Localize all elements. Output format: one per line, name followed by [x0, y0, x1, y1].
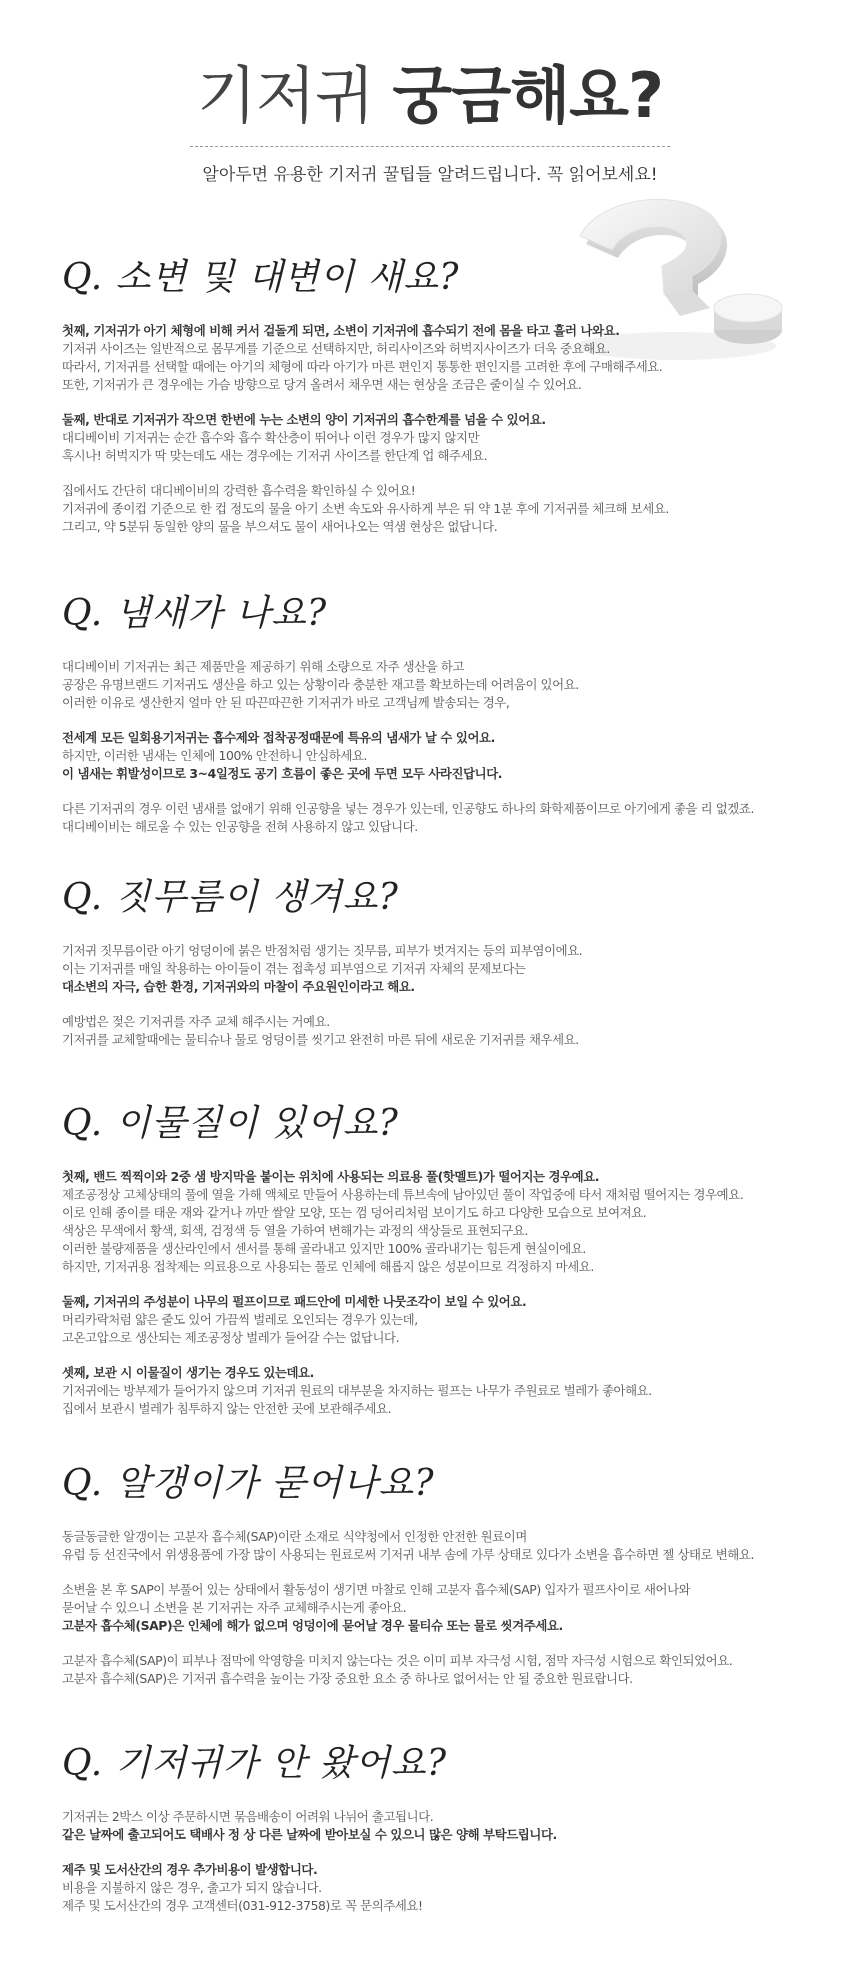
faq-line: 같은 날짜에 출고되어도 택배사 정 상 다른 날짜에 받아보실 수 있으니 많은 양해 부탁드립니다. — [62, 1827, 557, 1842]
faq-line: 기저귀 사이즈는 일반적으로 몸무게를 기준으로 선택하지만, 허리사이즈와 허벅지사이즈가 더욱 중요해요. — [62, 341, 610, 356]
faq-line: 비용을 지불하지 않은 경우, 출고가 되지 않습니다. — [62, 1880, 322, 1895]
faq-line: 기저귀에 종이컵 기준으로 한 컵 정도의 물을 아기 소변 속도와 유사하게 부은 뒤 약 1분 후에 기저귀를 체크해 보세요. — [62, 501, 669, 516]
faq-line: 이는 기저귀를 매일 착용하는 아이들이 겪는 접촉성 피부염으로 기저귀 자체의 문제보다는 — [62, 961, 526, 976]
faq-line: 기저귀에는 방부제가 들어가지 않으며 기저귀 원료의 대부분을 차지하는 펄프는 나무가 주원료로 벌레가 좋아해요. — [62, 1383, 652, 1398]
faq-line: 기저귀를 교체할때에는 물티슈나 물로 엉덩이를 씻기고 완전히 마른 뒤에 새로운 기저귀를 채우세요. — [62, 1032, 579, 1047]
faq-paragraph — [62, 729, 802, 783]
faq-line: 동글동글한 알갱이는 고분자 흡수체(SAP)이란 소재로 식약청에서 인정한 안전한 원료이며 — [62, 1529, 527, 1544]
faq-section-foreign-matter — [62, 1100, 802, 1418]
faq-line: 고분자 흡수체(SAP)은 인체에 해가 없으며 엉덩이에 묻어날 경우 물티슈 또는 물로 씻겨주세요. — [62, 1618, 563, 1633]
faq-section-smell — [62, 590, 802, 836]
faq-paragraph — [62, 942, 802, 996]
faq-line: 소변을 본 후 SAP이 부풀어 있는 상태에서 활동성이 생기면 마찰로 인해 고분자 흡수체(SAP) 입자가 펄프사이로 새어나와 — [62, 1582, 691, 1597]
faq-paragraph — [62, 482, 802, 536]
faq-line: 또한, 기저귀가 큰 경우에는 가슴 방향으로 당겨 올려서 채우면 새는 현상을 조금은 줄이실 수 있어요. — [62, 377, 582, 392]
faq-line: 대디베이비 기저귀는 순간 흡수와 흡수 확산층이 뛰어나 이런 경우가 많지 않지만 — [62, 430, 480, 445]
faq-line: 이러한 불량제품을 생산라인에서 센서를 통해 골라내고 있지만 100% 골라내기는 힘든게 현실이에요. — [62, 1241, 586, 1256]
faq-line: 혹시나! 허벅지가 딱 맞는데도 새는 경우에는 기저귀 사이즈를 한단계 업 해주세요. — [62, 448, 488, 463]
faq-line: 대디베이비 기저귀는 최근 제품만을 제공하기 위해 소량으로 자주 생산을 하고 — [62, 659, 465, 674]
faq-line: 고분자 흡수체(SAP)이 피부나 점막에 악영향을 미치지 않는다는 것은 이미 피부 자극성 시험, 점막 자극성 시험으로 확인되었어요. — [62, 1653, 733, 1668]
faq-line: 대소변의 자극, 습한 환경, 기저귀와의 마찰이 주요원인이라고 해요. — [62, 979, 415, 994]
faq-line: 셋째, 보관 시 이물질이 생기는 경우도 있는데요. — [62, 1365, 314, 1380]
faq-line: 머리카락처럼 얇은 줄도 있어 가끔씩 벌레로 오인되는 경우가 있는데, — [62, 1312, 418, 1327]
faq-line: 유럽 등 선진국에서 위생용품에 가장 많이 사용되는 원료로써 기저귀 내부 솜에 가루 상태로 있다가 소변을 흡수하면 젤 상태로 변해요. — [62, 1547, 754, 1562]
page-title-bold: 궁금해요? — [392, 59, 663, 132]
page-title-light: 기저귀 — [197, 59, 393, 132]
faq-paragraph — [62, 658, 802, 712]
faq-line: 그리고, 약 5분뒤 동일한 양의 물을 부으셔도 물이 새어나오는 역샘 현상은 없답니다. — [62, 519, 498, 534]
faq-paragraph — [62, 1013, 802, 1049]
faq-line: 제주 및 도서산간의 경우 추가비용이 발생합니다. — [62, 1862, 318, 1877]
faq-line: 첫째, 기저귀가 아기 체형에 비해 커서 겉돌게 되면, 소변이 기저귀에 흡수되기 전에 몸을 타고 흘러 나와요. — [62, 323, 620, 338]
faq-line: 따라서, 기저귀를 선택할 때에는 아기의 체형에 따라 아기가 마른 편인지 통통한 편인지를 고려한 후에 구매해주세요. — [62, 359, 663, 374]
faq-paragraph — [62, 322, 802, 394]
faq-line: 대디베이비는 해로울 수 있는 인공향을 전혀 사용하지 않고 있답니다. — [62, 819, 418, 834]
faq-question: Q. 알갱이가 묻어나요? — [62, 1463, 435, 1504]
faq-line: 고분자 흡수체(SAP)은 기저귀 흡수력을 높이는 가장 중요한 요소 중 하나로 없어서는 안 될 중요한 원료랍니다. — [62, 1671, 633, 1686]
faq-question: Q. 이물질이 있어요? — [62, 1103, 399, 1144]
faq-line: 전세계 모든 일회용기저귀는 흡수제와 접착공정때문에 특유의 냄새가 날 수 있어요. — [62, 730, 495, 745]
faq-line: 이 냄새는 휘발성이므로 3~4일정도 공기 흐름이 좋은 곳에 두면 모두 사라진답니다. — [62, 766, 503, 781]
faq-section-delivery — [62, 1740, 802, 1915]
faq-line: 둘째, 기저귀의 주성분이 나무의 펄프이므로 패드안에 미세한 나뭇조각이 보일 수 있어요. — [62, 1294, 527, 1309]
faq-line: 예방법은 젖은 기저귀를 자주 교체 해주시는 거예요. — [62, 1014, 330, 1029]
faq-line: 하지만, 기저귀용 접착제는 의료용으로 사용되는 풀로 인체에 해롭지 않은 성분이므로 걱정하지 마세요. — [62, 1259, 594, 1274]
faq-line: 다른 기저귀의 경우 이런 냄새를 없애기 위해 인공향을 넣는 경우가 있는데, 인공향도 하나의 화학제품이므로 아기에게 좋을 리 없겠죠. — [62, 801, 754, 816]
faq-paragraph — [62, 1861, 802, 1915]
faq-question: Q. 기저귀가 안 왔어요? — [62, 1743, 448, 1784]
faq-question: Q. 짓무름이 생겨요? — [62, 877, 399, 918]
faq-section-granules — [62, 1460, 802, 1688]
faq-line: 묻어날 수 있으니 소변을 본 기저귀는 자주 교체해주시는게 좋아요. — [62, 1600, 407, 1615]
faq-question: Q. 소변 및 대변이 새요? — [62, 257, 460, 298]
faq-paragraph — [62, 1652, 802, 1688]
faq-line: 색상은 무색에서 황색, 회색, 검정색 등 열을 가하여 변해가는 과정의 색상들로 표현되구요. — [62, 1223, 529, 1238]
faq-line: 기저귀 짓무름이란 아기 엉덩이에 붉은 반점처럼 생기는 짓무름, 피부가 벗겨지는 등의 피부염이에요. — [62, 943, 583, 958]
title-divider — [190, 146, 670, 147]
faq-section-rash — [62, 874, 802, 1049]
page-title — [0, 56, 860, 136]
faq-line: 고온고압으로 생산되는 제조공정상 벌레가 들어갈 수는 없답니다. — [62, 1330, 400, 1345]
faq-paragraph — [62, 1581, 802, 1635]
faq-line: 집에서도 간단히 대디베이비의 강력한 흡수력을 확인하실 수 있어요! — [62, 483, 416, 498]
faq-line: 집에서 보관시 벌레가 침투하지 않는 안전한 곳에 보관해주세요. — [62, 1401, 392, 1416]
faq-line: 제조공정상 고체상태의 풀에 열을 가해 액체로 만들어 사용하는데 튜브속에 남아있던 풀이 작업중에 타서 재처럼 떨어지는 경우예요. — [62, 1187, 744, 1202]
faq-paragraph — [62, 1808, 802, 1844]
faq-line: 기저귀는 2박스 이상 주문하시면 묶음배송이 어려워 나뉘어 출고됩니다. — [62, 1809, 434, 1824]
faq-paragraph — [62, 1293, 802, 1347]
faq-paragraph — [62, 800, 802, 836]
faq-question: Q. 냄새가 나요? — [62, 593, 328, 634]
page-header — [0, 0, 860, 190]
faq-line: 첫째, 밴드 찍찍이와 2중 샘 방지막을 붙이는 위치에 사용되는 의료용 풀(핫멜트)가 떨어지는 경우예요. — [62, 1169, 600, 1184]
faq-line: 하지만, 이러한 냄새는 인체에 100% 안전하니 안심하세요. — [62, 748, 368, 763]
faq-line: 이로 인해 종이를 태운 재와 같거나 까만 쌀알 모양, 또는 껌 덩어리처럼 보이기도 하고 다양한 모습으로 보여져요. — [62, 1205, 647, 1220]
faq-section-leak — [62, 254, 802, 536]
faq-paragraph — [62, 1528, 802, 1564]
faq-line: 둘째, 반대로 기저귀가 작으면 한번에 누는 소변의 양이 기저귀의 흡수한계를 넘을 수 있어요. — [62, 412, 546, 427]
faq-paragraph — [62, 411, 802, 465]
faq-paragraph — [62, 1168, 802, 1276]
faq-line: 제주 및 도서산간의 경우 고객센터(031-912-3758)로 꼭 문의주세요! — [62, 1898, 423, 1913]
faq-line: 공장은 유명브랜드 기저귀도 생산을 하고 있는 상황이라 충분한 재고를 확보하는데 어려움이 있어요. — [62, 677, 579, 692]
faq-paragraph — [62, 1364, 802, 1418]
faq-line: 이러한 이유로 생산한지 얼마 안 된 따끈따끈한 기저귀가 바로 고객님께 발송되는 경우, — [62, 695, 510, 710]
page-subtitle: 알아두면 유용한 기저귀 꿀팁들 알려드립니다. 꼭 읽어보세요! — [202, 165, 658, 185]
